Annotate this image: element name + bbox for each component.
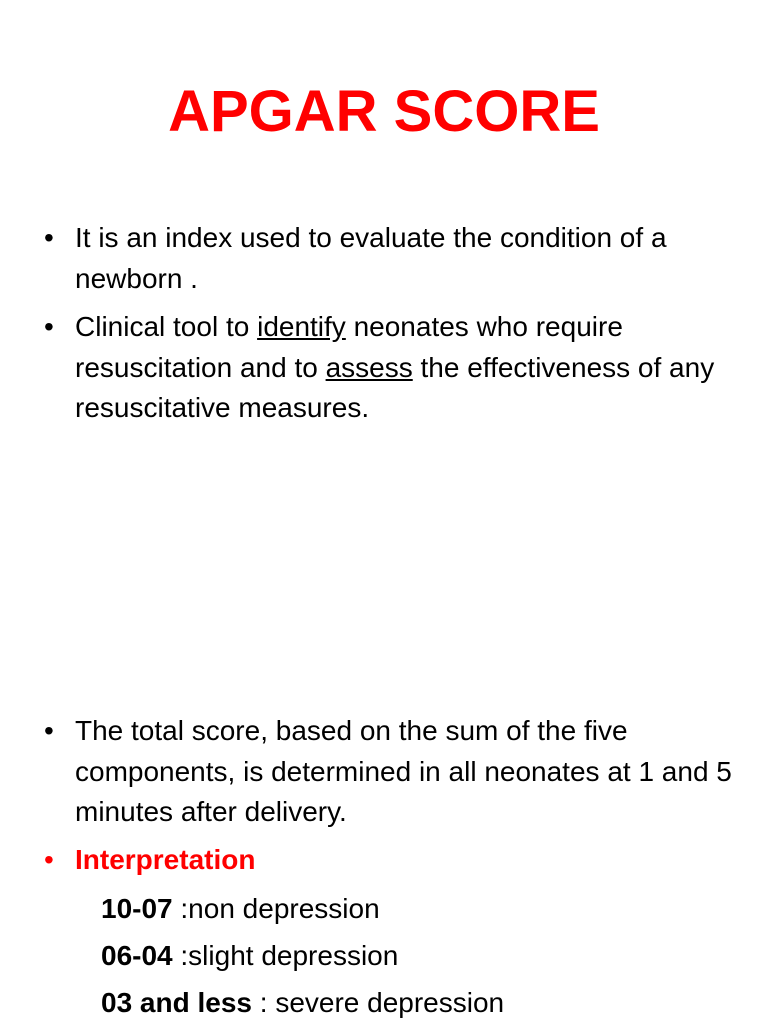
bullet-text: The total score, based on the sum of the five components, is determined in all neonates at 1 and 5 minutes after delivery. bbox=[75, 715, 732, 827]
bullet-icon: • bbox=[44, 715, 54, 746]
slide-title: APGAR SCORE bbox=[168, 79, 600, 144]
score-range: 06-04 bbox=[101, 940, 173, 971]
bullet-total-score bbox=[44, 711, 744, 833]
bullet-icon: • bbox=[44, 222, 54, 253]
interpretation-heading: Interpretation bbox=[75, 844, 256, 875]
interpretation-row bbox=[101, 936, 398, 976]
bullet-icon: • bbox=[44, 311, 54, 342]
score-description: : severe depression bbox=[251, 987, 505, 1018]
score-range: 10-07 bbox=[101, 893, 173, 924]
underlined-word-identify: identify bbox=[257, 311, 346, 342]
underlined-word-assess: assess bbox=[325, 351, 413, 383]
bullet-text: It is an index used to evaluate the condition of a newborn . bbox=[75, 222, 667, 294]
interpretation-row bbox=[101, 889, 380, 929]
bullet-icon: • bbox=[44, 844, 54, 875]
bullet-interpretation bbox=[44, 840, 744, 881]
text-segment: the effectiveness of any resuscitative measures. bbox=[75, 351, 715, 423]
bullet-text bbox=[75, 307, 744, 429]
bullet-clinical-tool bbox=[44, 307, 744, 429]
bullet-index-definition bbox=[44, 218, 744, 299]
text-segment: neonates who require resuscitation and to bbox=[75, 311, 623, 383]
interpretation-row bbox=[101, 983, 504, 1023]
text-segment: Clinical tool to bbox=[75, 311, 258, 342]
score-description: :slight depression bbox=[172, 940, 399, 971]
score-range: 03 and less bbox=[101, 987, 252, 1018]
score-description: :non depression bbox=[172, 893, 380, 924]
